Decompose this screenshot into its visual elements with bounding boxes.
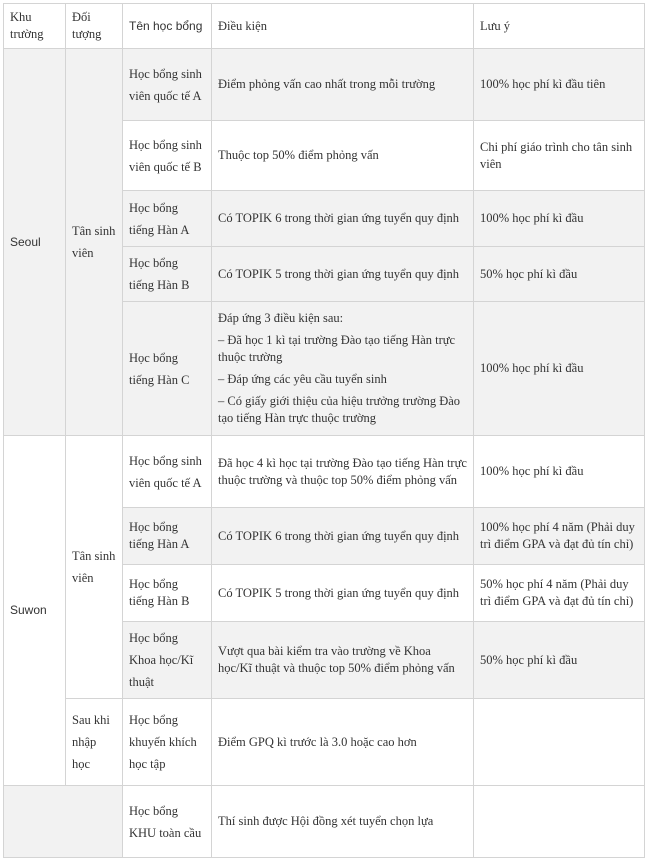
area-suwon: Suwon bbox=[4, 436, 66, 786]
scholarship-condition bbox=[212, 302, 474, 436]
condition-line: Đáp ứng 3 điều kiện sau: bbox=[218, 311, 344, 325]
header-area: Khu trường bbox=[4, 4, 66, 49]
scholarship-note: 50% học phí 4 năm (Phải duy trì điểm GPA và đạt đủ tín chỉ) bbox=[474, 565, 645, 622]
scholarship-name: Học bổng tiếng Hàn C bbox=[123, 302, 212, 436]
table-row bbox=[4, 436, 645, 508]
scholarship-name: Học bổng KHU toàn cầu bbox=[123, 786, 212, 858]
table-row bbox=[4, 786, 645, 858]
condition-line: – Có giấy giới thiệu của hiệu trưởng trường Đào tạo tiếng Hàn trực thuộc trường bbox=[218, 394, 461, 425]
scholarship-note: 50% học phí kì đầu bbox=[474, 247, 645, 302]
scholarship-condition: Có TOPIK 5 trong thời gian ứng tuyển quy định bbox=[212, 247, 474, 302]
condition-line: – Đáp ứng các yêu cầu tuyển sinh bbox=[218, 372, 387, 386]
scholarship-condition: Có TOPIK 6 trong thời gian ứng tuyển quy định bbox=[212, 191, 474, 247]
scholarship-condition: Có TOPIK 6 trong thời gian ứng tuyển quy định bbox=[212, 508, 474, 565]
scholarship-name: Học bổng khuyến khích học tập bbox=[123, 699, 212, 786]
scholarship-condition: Có TOPIK 5 trong thời gian ứng tuyển quy định bbox=[212, 565, 474, 622]
scholarship-name: Học bổng sinh viên quốc tế A bbox=[123, 49, 212, 121]
scholarship-name: Học bổng sinh viên quốc tế B bbox=[123, 121, 212, 191]
header-scholarship: Tên học bổng bbox=[123, 4, 212, 49]
scholarship-note bbox=[474, 699, 645, 786]
scholarship-condition: Điểm phỏng vấn cao nhất trong mỗi trường bbox=[212, 49, 474, 121]
scholarship-note: 100% học phí 4 năm (Phải duy trì điểm GPA và đạt đủ tín chỉ) bbox=[474, 508, 645, 565]
scholarship-condition: Thuộc top 50% điểm phỏng vấn bbox=[212, 121, 474, 191]
scholarship-note bbox=[474, 786, 645, 858]
scholarship-note: 100% học phí kì đầu tiên bbox=[474, 49, 645, 121]
table-row bbox=[4, 699, 645, 786]
area-seoul: Seoul bbox=[4, 49, 66, 436]
header-row bbox=[4, 4, 645, 49]
scholarship-name: Học bổng tiếng Hàn A bbox=[123, 508, 212, 565]
scholarship-note: 100% học phí kì đầu bbox=[474, 302, 645, 436]
condition-line: – Đã học 1 kì tại trường Đào tạo tiếng Hàn trực thuộc trường bbox=[218, 333, 456, 364]
scholarship-name: Học bổng sinh viên quốc tế A bbox=[123, 436, 212, 508]
scholarship-note: 50% học phí kì đầu bbox=[474, 622, 645, 699]
scholarship-table bbox=[3, 3, 645, 858]
scholarship-note: 100% học phí kì đầu bbox=[474, 191, 645, 247]
scholarship-condition: Đã học 4 kì học tại trường Đào tạo tiếng Hàn trực thuộc trường và thuộc top 50% điểm phỏng vấn bbox=[212, 436, 474, 508]
table-row bbox=[4, 49, 645, 121]
scholarship-condition: Điểm GPQ kì trước là 3.0 hoặc cao hơn bbox=[212, 699, 474, 786]
target-suwon-new: Tân sinh viên bbox=[66, 436, 123, 699]
target-suwon-after: Sau khi nhập học bbox=[66, 699, 123, 786]
scholarship-note: Chi phí giáo trình cho tân sinh viên bbox=[474, 121, 645, 191]
global-empty-cell bbox=[4, 786, 123, 858]
scholarship-note: 100% học phí kì đầu bbox=[474, 436, 645, 508]
header-condition: Điều kiện bbox=[212, 4, 474, 49]
scholarship-name: Học bổng tiếng Hàn B bbox=[123, 565, 212, 622]
scholarship-name: Học bổng tiếng Hàn A bbox=[123, 191, 212, 247]
scholarship-condition: Thí sinh được Hội đồng xét tuyển chọn lựa bbox=[212, 786, 474, 858]
scholarship-condition: Vượt qua bài kiểm tra vào trường về Khoa học/Kĩ thuật và thuộc top 50% điểm phỏng vấn bbox=[212, 622, 474, 699]
scholarship-name: Học bổng Khoa học/Kĩ thuật bbox=[123, 622, 212, 699]
scholarship-name: Học bổng tiếng Hàn B bbox=[123, 247, 212, 302]
target-seoul-new: Tân sinh viên bbox=[66, 49, 123, 436]
header-note: Lưu ý bbox=[474, 4, 645, 49]
header-target: Đối tượng bbox=[66, 4, 123, 49]
